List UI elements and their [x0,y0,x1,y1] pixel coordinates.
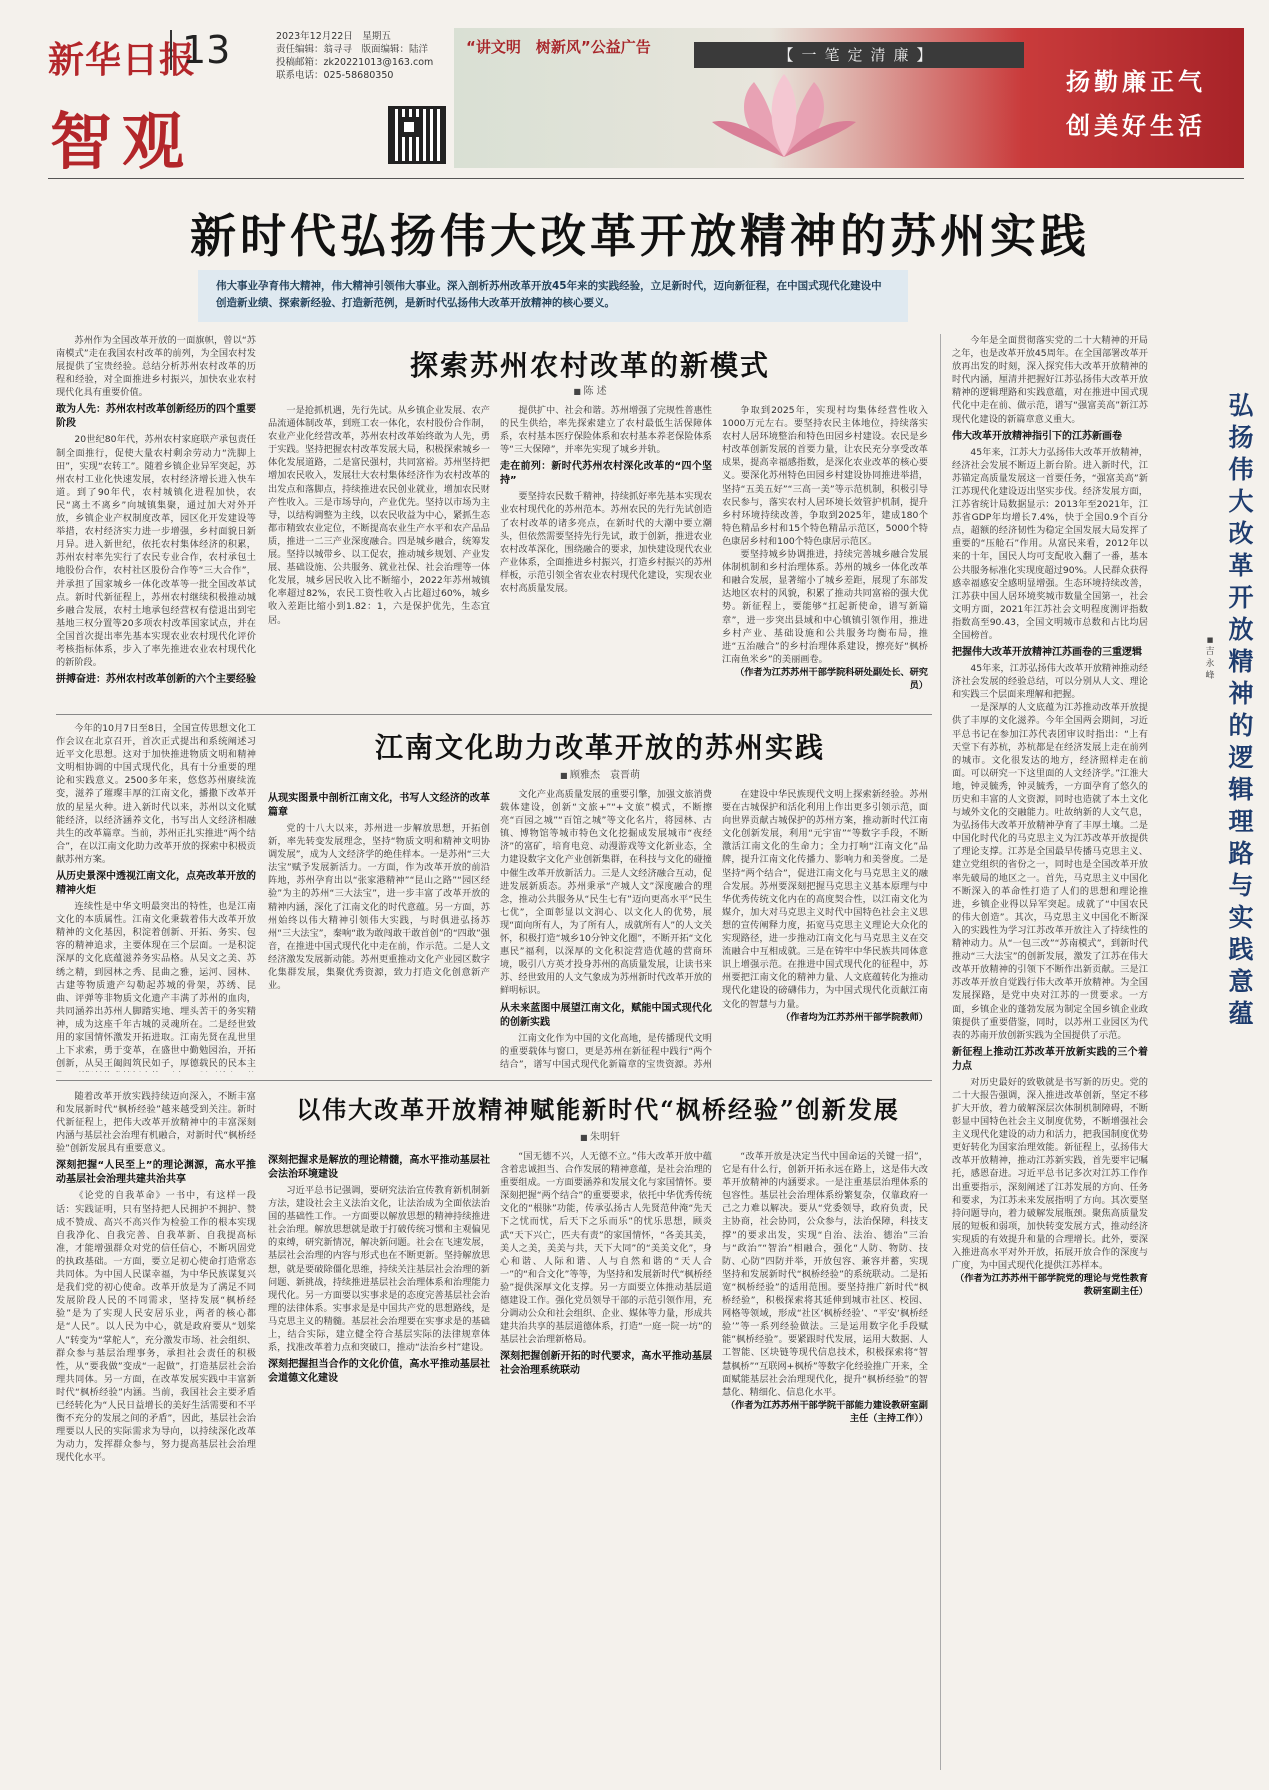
article4-subhead: 新征程上推动江苏改革开放新实践的三个着力点 [952,1046,1148,1072]
article4-byline: ■ 吉永峰 [1204,634,1216,682]
article3-subhead: 深刻把握求是解放的理论精髓，高水平推动基层社会法治环境建设 [268,1155,490,1180]
article2-para: 党的十八大以来，苏州进一步解放思想，开拓创新，率先转变发展理念，坚持“物质文明和精神文明协调发展”，成为人文经济学的绝佳样本。一是苏州“三大法宝”赋予发展新活力。一方面，作为改革开放的前沿阵地，苏州孕育出以“张家港精神”“昆山之路”“园区经验”为主的苏州“三大法宝”，进一步丰富了改革开放的精神内涵，深化了江南文化的时代意蕴。另一方面，苏州始终以伟大精神引领伟大实践，与时俱进弘扬苏州“三大法宝”，秦响“敢为敢闯敢干敢首创”的“四敢”强音，在推进中国式现代化中走在前，作示范。二是人文经济激发发展新动能。苏州更重推动文化产业园区数字化集群发展，集聚优秀资源，致力打造文化创意新产业。 [268,823,490,992]
article2-author-note: （作者均为江苏苏州干部学院教师） [781,1011,928,1023]
issue-email: 投稿邮箱：zk20221013@163.com [276,57,434,68]
issue-date: 2023年12月22日 星期五 [276,31,391,42]
article1-column-2 [268,404,490,706]
article4-para: 今年是全面贯彻落实党的二十大精神的开局之年，也是改革开放45周年。在全国部署改革开放再出发的时刻，深入探究伟大改革开放精神的时代内涵，厘清并把握好江苏弘扬伟大改革开放精神的逻辑理路和实践意蕴，对在推进中国式现代化中走在前、做示范，谱写“强富美高”新江苏现代化建设的新篇章意义重大。 [952,335,1148,425]
issue-editors: 责任编辑：翁寻寻 版面编辑：陆洋 [276,44,429,55]
article2-byline: ■ 顾雅杰 袁晋萌 [460,766,740,781]
ad-band: 【一笔定清廉】 [694,42,1024,68]
article2-column-4 [722,788,928,1072]
article3-subhead: 深刻把握“人民至上”的理论渊源，高水平推动基层社会治理共建共治共享 [56,1160,256,1186]
article2-para: 江南文化作为中国的文化高地，是传播现代文明的重要载体与窗口，更是苏州在新征程中践行“两个结合”，谱写中国式现代化新篇章的宝贵资源。苏州 [500,1032,712,1070]
article2-para: 连续性是中华文明最突出的特性，也是江南文化的本质属性。江南文化秉载着伟大改革开放精神的文化基因，积淀着创新、开拓、务实、包容的精神追求，主要体现在三个层面。一是积淀深厚的文化底蕴滋养务实品格。从吴文之美、苏绣之精，到园林之秀、昆曲之雅，运河、园林、古建等物质遗产勾勒起苏城的骨架，苏绣、昆曲、评弹等非物质文化遗产丰满了苏州的血肉，共同涵养出苏州人脚踏实地、埋头苦干的务实精神，成为这座千年古城的灵魂所在。二是经世致用的家国情怀激发开拓进取。江南先贤在乱世里上下求索，勇于变革，在盛世中勤勉园治，开拓创新，从吴王阖闾筑民如子，厚德载民的民本主 [56,901,256,1070]
article1-para: 一是抢抓机遇，先行先试。从乡镇企业发展、农产品流通体制改革，到班工农一体化，农村股份合作制，农业产业化经营改革，苏州农村改革始终敢为人先，勇于实践。坚持把握农村改革发展大局，积极探索城乡一体化发展道路，二是富民强村，共同富裕。苏州坚持把增加农民收入，发展壮大农村集体经济作为农村改革的出发点和落脚点，持续推进农民创业就业，增加农民财产性收入。三是市场导向，产业优先。坚持以市场为主导，以结构调整为主线，以农民收益为中心，紧抓生态都市精致农业定位，不断提高农业生产水平和农产品品质，推进一二三产业深度融合。四是城乡融合，统筹发展。坚持以城带乡、以工促农，推动城乡规划、产业发展、基础设施、公共服务、就业社保、社会治理等一体化发展，城乡居民收入比不断缩小，2022年苏州城镇化率超过82%，农民工资性收入占比超过60%，城乡收入差距比缩小到1.82：1，六是保护优先，生态宜居。 [268,405,490,626]
article-divider [56,1080,932,1081]
article1-para: 苏州作为全国改革开放的一面旗帜，曾以“苏南模式”走在我国农村改革的前列，为全国农村发展提供了宝贵经验。总结分析苏州农村改革的历程和经验，对全面推进乡村振兴，加快农业农村现代化具有重要价值。 [56,335,256,399]
article4-author-note: （作者为江苏苏州干部学院党的理论与党性教育教研室副主任） [955,1273,1148,1298]
article3-byline: ■ 朱明轩 [500,1128,700,1143]
article1-para: 争取到2025年，实现村均集体经营性收入1000万元左右。要坚持农民主体地位，持续落实农村人居环境整治和特色田园乡村建设。农民是乡村改革创新发展的首要力量，让农民充分享受改革成果，提高幸福感指数，是深化农业改革的核心要义。要深化苏州特色田园乡村建设协同推进举措，坚持“五美五好”“三高一美”等示范机制，积极引导农民参与，落实农村人居环境长效管护机制，提升乡村环境持续改善，争取到2025年，建成180个特色精品乡村和15个特色精品示范区，5000个特色康居乡村和100个特色康居示范区。 [722,405,928,547]
article2-column-1 [56,722,256,1072]
article3-subhead: 深刻把握创新开拓的时代要求，高水平推动基层社会治理系统联动 [500,1351,712,1377]
main-headline: 新时代弘扬伟大改革开放精神的苏州实践 [190,209,1090,263]
page-number: 13 [170,30,230,70]
article3-title: 以伟大改革开放精神赋能新时代“枫桥经验”创新发展 [296,1095,900,1124]
issue-meta [276,30,433,82]
article1-column-1 [56,334,256,706]
issue-phone: 联系电话：025-58680350 [276,70,394,81]
qr-code-icon [388,106,446,164]
article3-para: “国无德不兴，人无德不立。”伟大改革开放中蕴含着忠诚担当、合作发展的精神意蕴，是社会治理的重要组成。一方面要涵养和发展文化与家国情怀。要深刻把握“两个结合”的重要要求，依托中华优秀传统文化的“根脉”功能，传承弘扬古人先贤范仲淹“先天下之忧而忧，后天下之乐而乐”的忧乐思想，顾炎武“天下兴亡，匹夫有责”的家国情怀，“各美其美，美人之美，美美与共，天下大同”的“美美文化”，身心和谐、人际和谐、人与自然和谐的“天人合一”的“和合文化”等等，为坚持和发展新时代“枫桥经验”提供深厚文化支撑。另一方面要立体推动基层道德建设工作。强化党员领导干部的示范引领作用，充分调动公众和社会组织、企业、媒体等力量，形成共建共治共享的基层道德体系，打造“一庭一院一坊”的基层社会治理新格局。 [500,1151,712,1346]
article4-para: 45年来，江苏大力弘扬伟大改革开放精神，经济社会发展不断迈上新台阶。进入新时代，江苏锚定高质量发展这一首要任务，“强富美高”新江苏现代化建设迈出坚实步伐。经济发展方面，江苏省统计局数据显示：2013年至2021年，江苏省GDP年均增长7.4%，快于全国0.9个百分点，超额的经济韧性为稳定全国发展大局发挥了重要的“压舱石”作用。从富民来看，2012年以来的十年，国民人均可支配收入翻了一番，基本公共服务标准化实现度超过90%。人民群众获得感幸福感安全感明显增强。生态环境持续改善，江苏获中国人居环境奖城市数量全国第一，社会文明方面，2021年江苏社会文明程度测评指数指数高至90.43，全国文明城市总数和占比均居全国榜首。 [952,446,1148,641]
ad-slogan-line-2: 创美好生活 [1066,112,1206,140]
article-divider [56,714,932,715]
article4-subhead: 伟大改革开放精神指引下的江苏新画卷 [952,430,1122,442]
article2-para: 在建设中华民族现代文明上探索新经验。苏州要在古城保护和活化利用上作出更多引领示范，面向世界贡献古城保护的苏州方案，推动新时代江南文化创新发展，利用“元宇宙”“等数字手段，不断激活江南文化的生命力；全力打响“江南文化”品牌，提升江南文化传播力、影响力和美誉度。二是坚持“两个结合”，促进江南文化与马克思主义的融合发展。苏州要深刻把握马克思主义基本原理与中华优秀传统文化内在的高度契合性，以江南文化为媒介，加大对马克思主义时代中国特色社会主义思想的宣传阐释力度，拓宽马克思主义理论大众化的实现路径，进一步推动江南文化与马克思主义在交流融合中互相成就。三是在铸牢中华民族共同体意识上增强示范。在推进中国式现代化的征程中，苏州要把江南文化的精神力量、人文底蕴转化为推动现代化建设的磅礴伟力，为中国式现代化贡献江南文化的智慧与力量。 [722,789,928,1010]
article2-subhead: 从未来蓝图中展望江南文化，赋能中国式现代化的创新实践 [500,1002,712,1028]
article1-column-4 [722,404,928,706]
article1-column-3 [500,404,712,706]
article1-para: 要坚持农民数千精神，持续抓好率先基本实现农业农村现代化的苏州范本。苏州农民的先行先试创造了农村改革的诸多亮点，在新时代的大潮中要立潮头，但依然需要坚持先行先试，敢于创新，推进农业农村改革深化，围绕融合的要求，加快建设现代农业产业体系，全面推进乡村振兴，打造乡村振兴的苏州样板，示范引领全省农业农村现代化建设，实现农业农村高质量发展。 [500,491,712,595]
article1-subhead: 敢为人先：苏州农村改革创新经历的四个重要阶段 [56,404,256,430]
article1-title: 探索苏州农村改革的新模式 [409,349,770,382]
article1-subhead: 拼搏奋进：苏州农村改革创新的六个主要经验 [56,674,256,686]
article3-column-3 [500,1150,712,1770]
right-rail-divider [940,334,941,1770]
article2-para: 文化产业高质量发展的重要引擎，加强文旅消费载体建设，创新“文旅+”“+文旅”模式，不断擦亮“百园之城”“百馆之城”等文化名片，将园林、古镇、博物馆等城市特色文化挖掘成发展城市“夜经济”的富矿，培育电竞、动漫游戏等文化新业态，全力建设数字文化产业创新集群，在科技与文化的碰撞中催生改革开放新活力。三是人文经济融合互动，促进发展新质态。苏州秉承“产城人文”深度融合的理念，推动公共服务从“民生七有”迈向更高水平“民生七优”，全面彰显以文润心、以文化人的优势，展现“面向所有人，为了所有人，成就所有人”的人文关怀，积极打造“城乡10分钟文化圈”，不断开拓“文化惠民”福利，以深厚的文化积淀营造优越的营商环境，吸引八方英才投身苏州的高质量发展，让读书来苏、经世致用的人文气象成为苏州新时代改革开放的鲜明标识。 [500,789,712,997]
article2-title: 江南文化助力改革开放的苏州实践 [374,731,825,764]
article3-subhead: 深刻把握担当合作的文化价值，高水平推动基层社会道德文化建设 [268,1359,490,1385]
article3-para: 《论党的自我革命》一书中，有这样一段话：实践证明，只有坚持把人民拥护不拥护、赞成不赞成、高兴不高兴作为检验工作的根本实现自我净化、自我完善、自我革新、自我提高标准，才能增强群众对党的信任信心，不断巩固党的执政基础。一方面，要立足初心使命打造常态共同体。为中国人民谋幸福，为中华民族谋复兴是我们党的初心使命。改革开放是为了满足不同发展阶段人民的不同需求，坚持发展“枫桥经验”是为了实现人民安居乐业，两者的核心都是“人民”。以人民为中心，就是政府要从“划桨人”转变为“掌舵人”，充分激发市场、社会组织、群众参与基层治理事务，承担社会责任的积极性，从“要我做”变成“一起做”，打造基层社会治理共同体。另一方面，在改革发展实践中丰富新时代“枫桥经验”内涵。当前，我国社会主要矛盾已经转化为“人民日益增长的美好生活需要和不平衡不充分的发展之间的矛盾”，因此，基层社会治理要以人民的实际需求为导向，以持续深化改革为动力，发挥群众参与，努力提高基层社会治理现代化水平。 [56,1190,256,1464]
ad-slogan-line-1: 扬勤廉正气 [1066,68,1206,96]
article1-subhead: 走在前列：新时代苏州农村深化改革的“四个坚持” [500,461,712,487]
article2-subhead: 从历史景深中透视江南文化，点亮改革开放的精神火炬 [56,871,256,897]
article2-column-2 [268,788,490,1072]
article3-author-note: （作者为江苏苏州干部学院干部能力建设教研室副主任（主持工作）） [725,1399,928,1424]
article2-para: 今年的10月7日至8日，全国宣传思想文化工作会议在北京召开，首次正式提出和系统阐述习近平文化思想。这对于加快推进物质文明和精神文明相协调的中国式现代化，具有十分重要的理论和实践意义。2500多年来，悠悠苏州赓续流变，滋养了璀璨丰厚的江南文化，播撒下改革开放的星星火种。进入新时代以来，苏州以文化赋能经济，以经济涵养文化，书写出人文经济相融共生的改革篇章。当前，苏州正扎实推进“两个结合”，在以江南文化助力改革开放的探索中积极贡献苏州方案。 [56,723,256,865]
article3-column-1 [56,1090,256,1770]
article4-para: 对历史最好的致敬就是书写新的历史。党的二十大报告强调，深入推进改革创新，坚定不移扩大开放，着力破解深层次体制机制障碍，不断彰显中国特色社会主义制度优势，不断增强社会主义现代化建设的动力和活力，把我国制度优势更好转化为国家治理效能。新征程上，弘扬伟大改革开放精神，推动江苏新实践，首先要牢记嘱托，感恩奋进。习近平总书记多次对江苏工作作出重要指示，深刻阐述了江苏发展的方向、任务和要求，为江苏未来发展指明了方向。其次要坚持问题导向，着力破解发展瓶颈。聚焦高质量发展的短板和弱项，加快转变发展方式，推动经济实现质的有效提升和量的合理增长。此外，要深入推进高水平对外开放，拓展开放合作的深度与广度，为中国式现代化提供江苏样本。 [952,1076,1148,1272]
article3-column-2 [268,1150,490,1770]
lotus-icon [704,72,864,162]
lead-paragraph: 伟大事业孕育伟大精神，伟大精神引领伟大事业。深入剖析苏州改革开放45年来的实践经验，立足新时代，迈向新征程，在中国式现代化建设中创造新业绩、探索新经验、打造新范例，是新时代弘扬伟大改革开放精神的核心要义。 [198,270,908,322]
article2-subhead: 从现实图景中剖析江南文化，书写人文经济的改革篇章 [268,793,490,818]
ad-tag: “讲文明 树新风”公益广告 [466,38,651,56]
article4-column [952,334,1148,1770]
article3-column-4 [722,1150,928,1770]
article1-para: 20世纪80年代，苏州农村家庭联产承包责任制全面推行，促使大量农村剩余劳动力“洗脚上田”，实现“农转工”。随着乡镇企业异军突起，苏州农村工业化快速发展，农村经济增长进入快车道。到了90年代，农村城镇化进程加快，农民“离土不离乡”向城镇集聚，通过加大对外开放，乡镇企业产权制度改革，园区化开发建设等举措，农村经济实力进一步增强，乡村面貌日新月异。进入新世纪，依托农村集体经济的积累，苏州农村率先实行了农民专业合作，农村承包土地股份合作，农村社区股份合作等“三大合作”，并承担了国家城乡一体化改革等一批全国改革试点。新时代新征程上，苏州农村继续积极推动城乡融合发展，农村土地承包经营权有偿退出到宅基地三权分置等20多项农村改革国家试点，并在全国首次提出率先基本实现农业农村现代化评价考核指标体系，步入了率先推进农业农村现代化的新阶段。 [56,434,256,669]
masthead-divider [48,178,1244,179]
newspaper-logo: 新华日报 [48,39,197,81]
article2-column-3 [500,788,712,1072]
article1-para: 要坚持城乡协调推进，持续完善城乡融合发展体制机制和乡村治理体系。苏州的城乡一体化改革和融合发展，显著缩小了城乡差距，展现了东部发达地区农村的风貌，积累了推动共同富裕的强大优势。新征程上，要能够“扛起新使命，谱写新篇章”，进一步突出县域和中心镇镇引领作用，推进乡村产业、基础设施和公共服务均衡布局，推进“五治融合”的乡村治理体系建设，擦亮好“枫桥江南鱼米乡”的美丽画卷。 [722,549,928,665]
article3-para: “改革开放是决定当代中国命运的关键一招”，它是有什么行，创新开拓永远在路上，这是伟大改革开放精神的内涵要求。一是注重基层治理体系的包容性。基层社会治理体系纷繁复杂，仅靠政府一己之力难以解决。要从“党委领导，政府负责，民主协商，社会协同，公众参与，法治保障，科技支撑”的要求出发，实现“自治、法治、德治”三治与“政治”“智治”相融合，强化“人防、物防、技防、心防”四防并举，开放包容、兼容并蓄，实现坚持和发展新时代“枫桥经验”的系统联动。二是拓宽“枫桥经验”的适用范围。要坚持推广新时代“枫桥经验”，积极探索将其延伸到城市社区、校园、网格等领域，形成“社区‘枫桥经验’、“平安‘枫桥经验’”等一系列经验做法。三是运用数字化手段赋能“枫桥经验”。要紧跟时代发展，运用大数据、人工智能、区块链等现代信息技术，积极探索将“智慧枫桥”“互联网+枫桥”等数字化经验推广开来，全面赋能基层社会治理现代化，提升“枫桥经验”的智慧化、精细化、信息化水平。 [722,1151,928,1398]
article1-byline: ■ 陈 述 [480,382,700,397]
article4-title: 弘扬伟大改革开放精神的逻辑理路与实践意蕴 [1228,391,1254,1028]
section-title: 智观 [50,105,195,178]
article4-para: 一是深厚的人文底蕴为江苏推动改革开放提供了丰厚的文化滋养。今年全国两会期间，习近平总书记在参加江苏代表团审议时指出：“上有天堂下有苏杭，苏杭都是在经济发展上走在前列的城市。文化很发达的地方，经济照样走在前面。可以研究一下这里面的人文经济学。”江淮大地，钟灵毓秀，钟灵毓秀，一方面孕育了悠久的历史和丰富的人文资源，同时也造就了本土文化与域外文化的交融能力。吐故纳新的人文气息，为弘扬伟大改革开放精神孕育了丰厚土壤。二是中国化时代化的马克思主义为江苏改革开放提供了理论支撑。江苏是全国最早传播马克思主义、建立党组织的省份之一，同时也是全国改革开放率先破局的地区之一。首先，马克思主义中国化不断深入的革命性打造了人们的思想和理论推进，乡镇企业得以异军突起。成就了“中国农民的伟大创造”。其次，马克思主义中国化不断深入的实践性为学习江苏改革开放注入了持续性的精神动力。从“一包三改”“苏南模式”，到新时代推动“三大法宝”的创新发展，激发了江苏在伟大改革开放精神的引领下不断作出新贡献。三是江苏改革开放自觉践行伟大改革开放精神。为全国发展探路，是党中央对江苏的一贯要求。一方面，乡镇企业的蓬勃发展为制定全国乡镇企业政策提供了重要借鉴，同时，以苏州工业园区为代表的苏南开放创新实践为全国提供了示范。 [952,702,1148,1041]
article3-para: 习近平总书记强调，要研究法治宣传教育新机制新方法，建设社会主义法治文化，让法治成为全面依法治国的基础性工作。一方面要以解放思想的精神持续推进社会治理。解放思想就是敢于打破传统习惯和主观偏见的束缚，研究新情况，解决新问题。社会在飞速发展，基层社会治理的内容与形式也在不断更新。坚持解放思想，就是要破除僵化思维，持续关注基层社会治理的新问题、新挑战，持续推进基层社会治理体系和治理能力现代化。另一方面要以实事求是的态度完善基层社会治理的法律体系。实事求是是中国共产党的思想路线，是马克思主义的精髓。基层社会治理要在实事求是的基础上，结合实际，建立健全符合基层实际的法律规章体系，找准改革着力点和突破口，推动“法治乡村”建设。 [268,1185,490,1354]
article3-para: 随着改革开放实践持续迈向深入，不断丰富和发展新时代“枫桥经验”越来越受到关注。新时代新征程上，把伟大改革开放精神中的丰富深刻内涵与基层社会治理有机融合，对新时代“枫桥经验”创新发展具有重要意义。 [56,1091,256,1155]
ad-slogan [1066,60,1206,148]
article4-subhead: 把握伟大改革开放精神江苏画卷的三重逻辑 [952,647,1142,659]
article1-para: 提供扩中、社会和谐。苏州增强了完规性普惠性的民生供给，率先探索建立了农村最低生活保障体系，农村基本医疗保险体系和农村基本养老保险体系等“三大保障”，并率先实现了城乡并轨。 [500,405,712,456]
article4-para: 45年来，江苏弘扬伟大改革开放精神推动经济社会发展的经验总结，可以分别从人文、理论和实践三个层面来理解和把握。 [952,663,1148,701]
public-service-ad [454,28,1244,168]
article1-author-note: （作者为江苏苏州干部学院科研处副处长、研究员） [735,666,928,691]
